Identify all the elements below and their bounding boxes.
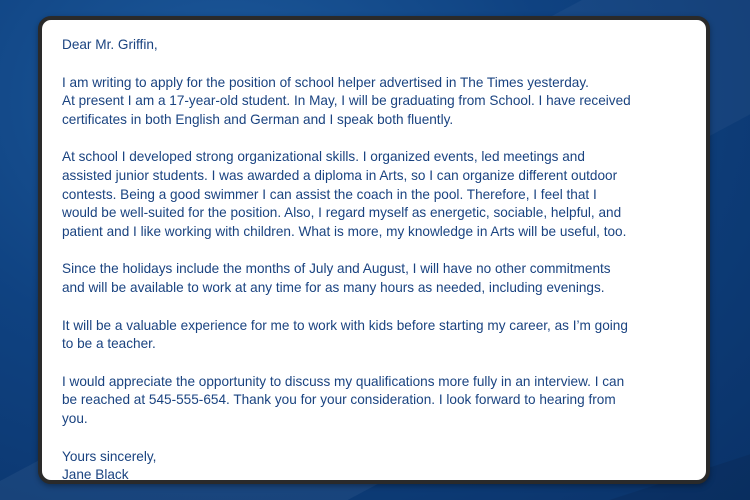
letter-card [38, 16, 710, 484]
letter-line: would be well-suited for the position. Also, I regard myself as energetic, sociable, helpful, and [62, 205, 622, 221]
letter-closing-block [62, 448, 702, 485]
letter-salutation: Dear Mr. Griffin, [62, 37, 158, 52]
letter-paragraph-contact [62, 373, 702, 429]
letter-paragraph-intro [62, 74, 702, 130]
letter-line: I would appreciate the opportunity to discuss my qualifications more fully in an interview. I can [62, 373, 625, 389]
letter-line: to be a teacher. [62, 336, 156, 352]
letter-line: patient and I like working with children. What is more, my knowledge in Arts will be useful, too. [62, 223, 627, 239]
letter-closing: Yours sincerely, [62, 448, 157, 464]
letter-paragraph-experience [62, 317, 702, 354]
letter-line: At present I am a 17-year-old student. In May, I will be graduating from School. I have received [62, 93, 631, 109]
letter-line: I am writing to apply for the position of school helper advertised in The Times yesterday. [62, 74, 589, 90]
letter-line: contests. Being a good swimmer I can assist the coach in the pool. Therefore, I feel that I [62, 186, 597, 202]
letter-body [62, 36, 702, 484]
letter-line: It will be a valuable experience for me to work with kids before starting my career, as I’m going [62, 317, 628, 333]
letter-line: you. [62, 410, 88, 426]
letter-line: certificates in both English and German and I speak both fluently. [62, 111, 454, 127]
letter-signature: Jane Black [62, 467, 129, 483]
letter-line: assisted junior students. I was awarded a diploma in Arts, so I can organize different outdoor [62, 167, 618, 183]
letter-line: be reached at 545-555-654. Thank you for your consideration. I look forward to hearing from [62, 392, 616, 408]
letter-paragraph-skills [62, 148, 702, 241]
letter-line: At school I developed strong organizational skills. I organized events, led meetings and [62, 149, 585, 165]
letter-line: and will be available to work at any time for as many hours as needed, including evenings. [62, 279, 605, 295]
letter-line: Since the holidays include the months of July and August, I will have no other commitments [62, 261, 611, 277]
letter-paragraph-availability [62, 260, 702, 297]
